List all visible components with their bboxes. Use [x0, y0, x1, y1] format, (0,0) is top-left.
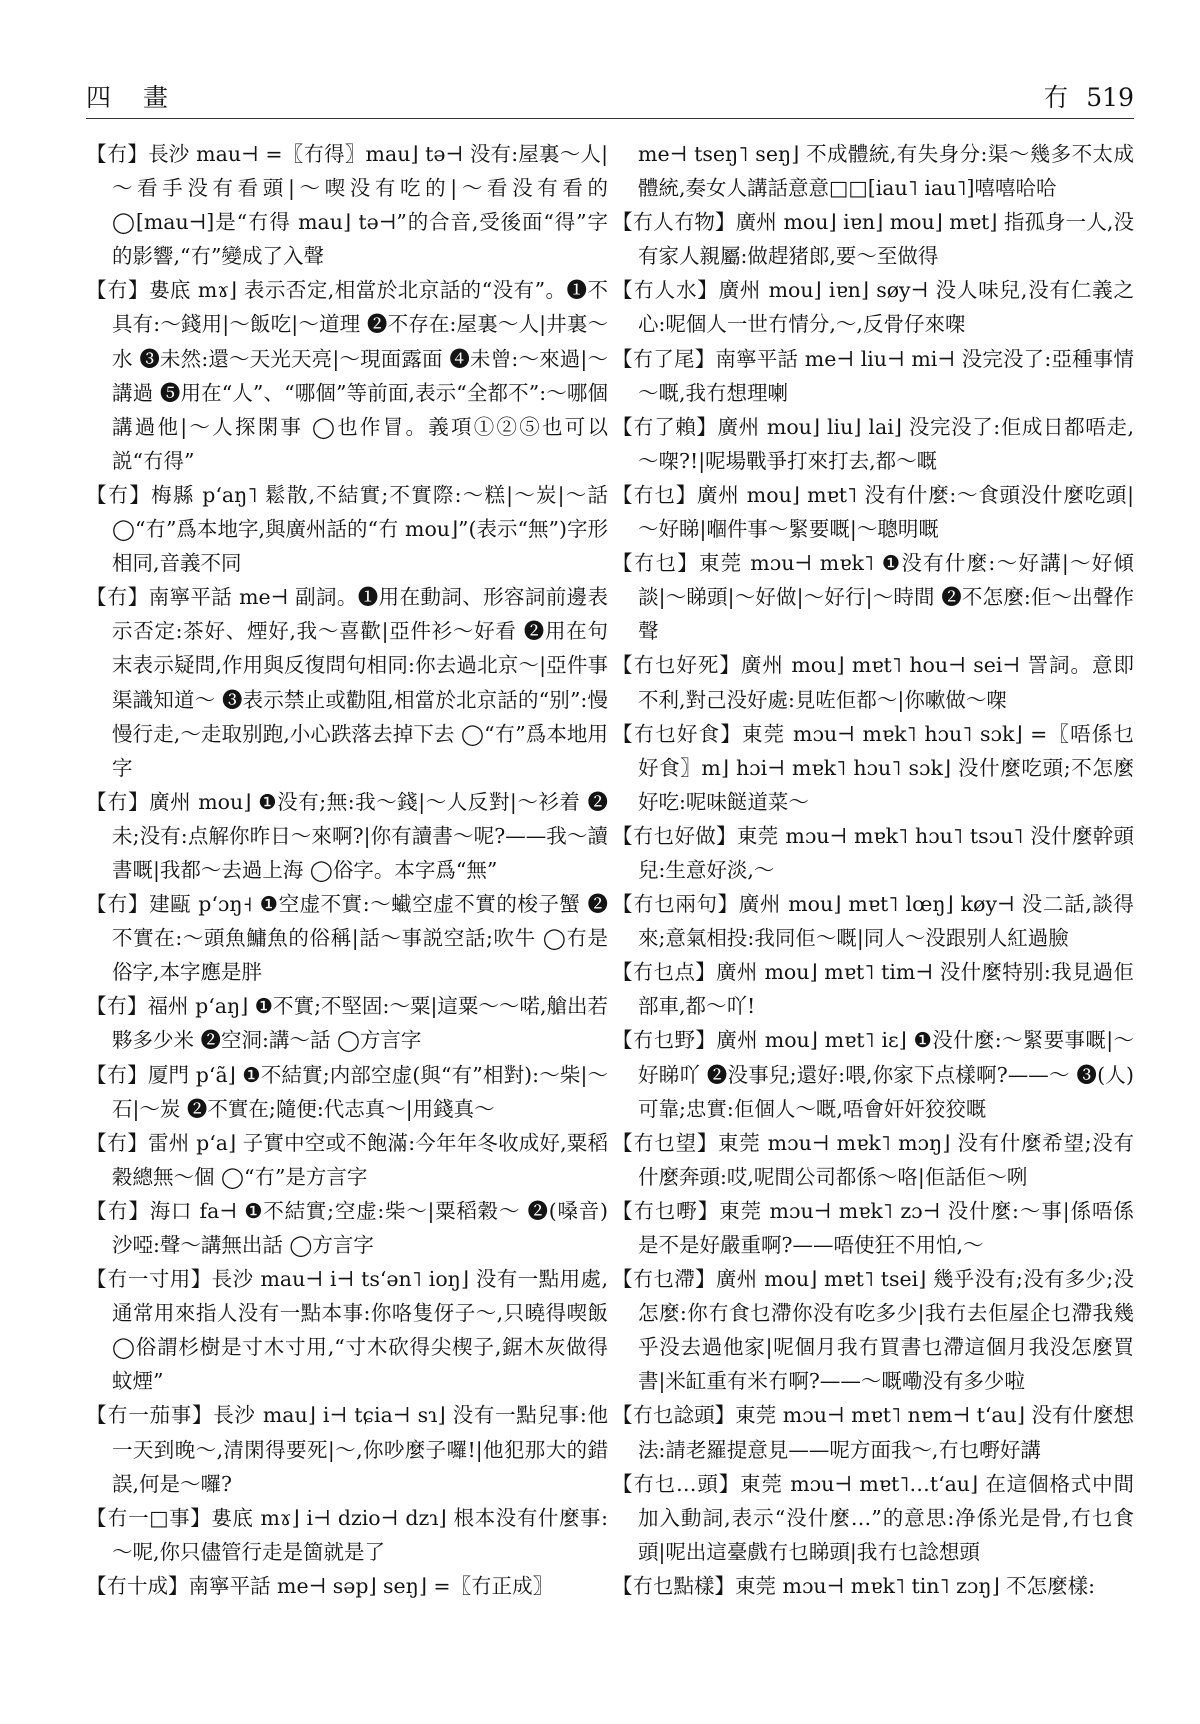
header-rule	[86, 118, 1134, 119]
dictionary-entry: 【冇】厦門 pʻã⌋ ❶不結實;内部空虚(與“有”相對):～柴|～石|～炭 ❷不實在;隨便:代志真～|用錢真～	[86, 1062, 608, 1121]
dictionary-entry: 【冇一茄事】長沙 mau⌋ i⊣ tɕia⊣ sɿ⌋ 没有一點兒事:他一天到晚～,清閑得要死|～,你吵麼子囉!|他犯那大的錯誤,何是～囉?	[86, 1403, 608, 1496]
dictionary-entry: 【冇人冇物】廣州 mou⌋ iɐn⌋ mou⌋ mɐt⌋ 指孤身一人,没有家人親屬:做趕猪郎,要～至做得	[612, 210, 1134, 269]
dictionary-entry: 【冇乜好死】廣州 mou⌋ mɐt˥ hou⊣ sei⊣ 詈詞。意即不利,對己没好處:見咗佢都～|你嗽做～㗎	[612, 653, 1134, 712]
dictionary-entry: 【冇了賴】廣州 mou⌋ liu⌋ lai⌋ 没完没了:佢成日都唔走,～㗎?!|呢場戰爭打來打去,都～嘅	[612, 414, 1134, 473]
dictionary-entry: 【冇乜點樣】東莞 mɔu⊣ mɐk˥ tin˥ zɔŋ⌋ 不怎麼樣:	[612, 1573, 1096, 1598]
dictionary-entry: 【冇一□事】婁底 mɤ⌋ i⊣ dzio⊣ dzɿ⌋ 根本没有什麼事:～呢,你只儘管行走是箇就是了	[86, 1505, 608, 1564]
dictionary-entry: 【冇乜点】廣州 mou⌋ mɐt˥ tim⊣ 没什麼特别:我見過佢部車,都～吖!	[612, 960, 1134, 1019]
dictionary-entry: 【冇】建甌 pʻɔŋ˧ ❶空虚不實:～蠘空虚不實的梭子蟹 ❷不實在:～頭魚鱅魚的俗稱|話～事説空話;吹牛 ◯冇是俗字,本字應是胖	[86, 892, 608, 985]
dictionary-entry: 【冇乜野】廣州 mou⌋ mɐt˥ iɛ⌋ ❶没什麼:～緊要事嘅|～好睇吖 ❷没事兒;還好:喂,你家下点樣啊?——～ ❸(人)可靠;忠實:佢個人～嘅,唔會奸奸狡狡嘅	[612, 1028, 1134, 1121]
dictionary-entry: 【冇乜】廣州 mou⌋ mɐt˥ 没有什麼:～食頭没什麼吃頭|～好睇|嗰件事～緊要嘅|～聰明嘅	[612, 482, 1134, 542]
dictionary-entry: 【冇乜…頭】東莞 mɔu⊣ mɐt˥…tʻau⌋ 在這個格式中間加入動詞,表示“没什麼…”的意思:净係光是骨,冇乜食頭|呢出這臺戲冇乜睇頭|我冇乜諗想頭	[612, 1471, 1134, 1564]
right-column	[612, 137, 1134, 1603]
dictionary-entry: 【冇一寸用】長沙 mau⊣ i⊣ tsʻən˥ ioŋ⌋ 没有一點用處,通常用來指人没有一點本事:你咯隻伢子～,只曉得喫飯 ◯俗謂杉樹是寸木寸用,“寸木砍得尖楔子,鋸木灰做得蚊煙”	[86, 1267, 608, 1394]
dictionary-entry: 【冇乜望】東莞 mɔu⊣ mɐk˥ mɔŋ⌋ 没有什麼希望;没有什麼奔頭:哎,呢間公司都係～咯|佢話佢～咧	[612, 1130, 1134, 1189]
dictionary-entry: 【冇乜兩句】廣州 mou⌋ mɐt˥ lœŋ⌋ køy⊣ 没二話,談得來;意氣相投:我同佢～嘅|同人～没跟别人紅過臉	[612, 892, 1134, 951]
left-column	[86, 137, 608, 1603]
dictionary-entry: 【冇乜好做】東莞 mɔu⊣ mɐk˥ hɔu˥ tsɔu˥ 没什麼幹頭兒:生意好淡,～	[612, 823, 1134, 882]
dictionary-entry: 【冇人水】廣州 mou⌋ iɐn⌋ søy⊣ 没人味兒,没有仁義之心:呢個人一世冇情分,～,反骨仔來㗎	[612, 278, 1134, 337]
dictionary-entry: 【冇十成】南寧平話 me⊣ səp⌋ seŋ⌋ =〖冇正成〗	[86, 1573, 554, 1598]
dictionary-entry: 【冇】婁底 mɤ⌋ 表示否定,相當於北京話的“没有”。❶不具有:～錢用|～飯吃|～道理 ❷不存在:屋裏～人|井裏～水 ❸未然:還～天光天亮|～現面露面 ❹未曾:～來過|～講過 ❺用在“人”、“哪個”等前面,表示“全都不”:～哪個講過他|～人探閑事 ◯也作冒。義項①②⑤也可以説“冇得”	[86, 278, 608, 473]
dictionary-entry: 【冇乜】東莞 mɔu⊣ mɐk˥ ❶没有什麼:～好講|～好傾談|～睇頭|～好做|～好行|～時間 ❷不怎麼:佢～出聲作聲	[612, 551, 1134, 644]
dictionary-entry: 【冇乜滯】廣州 mou⌋ mɐt˥ tsei⌋ 幾乎没有;没有多少;没怎麼:你冇食乜滯你没有吃多少|我冇去佢屋企乜滯我幾乎没去過他家|呢個月我冇買書乜滯這個月我没怎麼買書|米缸重有米冇啊?——～嘅嘞没有多少啦	[612, 1267, 1134, 1394]
dictionary-entry: 【冇了尾】南寧平話 me⊣ liu⊣ mi⊣ 没完没了:亞種事情～嘅,我冇想理喇	[612, 346, 1134, 405]
dictionary-entry: 【冇】福州 pʻaŋ⌋ ❶不實;不堅固:～粟|這粟～～喏,艙出若夥多少米 ❷空洞:講～話 ◯方言字	[86, 994, 608, 1053]
dictionary-entry: 【冇】廣州 mou⌋ ❶没有;無:我～錢|～人反對|～衫着 ❷未;没有:点解你昨日～來啊?|你有讀書～呢?——我～讀書嘅|我都～去過上海 ◯俗字。本字爲“無”	[86, 789, 608, 882]
dictionary-entry: 【冇乜嘢】東莞 mɔu⊣ mɐk˥ zɔ⊣ 没什麼:～事|係唔係是不是好嚴重啊?——唔使狂不用怕,～	[612, 1198, 1134, 1257]
section-title: 四 畫	[86, 83, 180, 112]
headword-page-number: 冇 519	[1043, 83, 1134, 112]
dictionary-entry: 【冇】雷州 pʻa⌋ 子實中空或不飽滿:今年年冬收成好,粟稻穀總無～個 ◯“冇”是方言字	[86, 1130, 608, 1189]
running-header	[86, 78, 1134, 118]
dictionary-entry: 【冇】南寧平話 me⊣ 副詞。❶用在動詞、形容詞前邊表示否定:茶好、煙好,我～喜歡|亞件衫～好看 ❷用在句末表示疑問,作用與反復問句相同:你去過北京～|亞件事渠識知道～ ❸表示禁止或勸阻,相當於北京話的“别”:慢慢行走,～走取别跑,小心跌落去掉下去 ◯“冇”爲本地用字	[86, 585, 608, 780]
dictionary-entry: 【冇】長沙 mau⊣ =〖冇得〗mau⌋ tə⊣ 没有:屋裏～人|～看手没有看頭|～喫没有吃的|～看没有看的 ◯[mau⊣]是“冇得 mau⌋ tə⊣”的合音,受後面“得”字的影響,“冇”變成了入聲	[86, 142, 608, 269]
dictionary-entry-continuation: me⊣ tseŋ˥ seŋ⌋ 不成體統,有失身分:渠～幾多不太成體統,奏女人講話意意□□[iau˥ iau˥]嘻嘻哈哈	[638, 142, 1134, 201]
dictionary-entry: 【冇乜諗頭】東莞 mɔu⊣ mɐt˥ nɐm⊣ tʻau⌋ 没有什麼想法:請老羅提意見——呢方面我～,冇乜嘢好講	[612, 1403, 1134, 1462]
dictionary-entry: 【冇】海口 fa⊣ ❶不結實;空虚:柴～|粟稻穀～ ❷(嗓音)沙啞:聲～講無出話 ◯方言字	[86, 1198, 608, 1257]
dictionary-entry: 【冇乜好食】東莞 mɔu⊣ mɐk˥ hɔu˥ sɔk⌋ =〖唔係乜好食〗m⌋ hɔi⊣ mɐk˥ hɔu˥ sɔk⌋ 没什麼吃頭;不怎麼好吃:呢味餸道菜～	[612, 721, 1134, 814]
dictionary-entry: 【冇】梅縣 pʻaŋ˥ 鬆散,不結實;不實際:～糕|～炭|～話 ◯“冇”爲本地字,與廣州話的“冇 mou⌋”(表示“無”)字形相同,音義不同	[86, 482, 608, 576]
